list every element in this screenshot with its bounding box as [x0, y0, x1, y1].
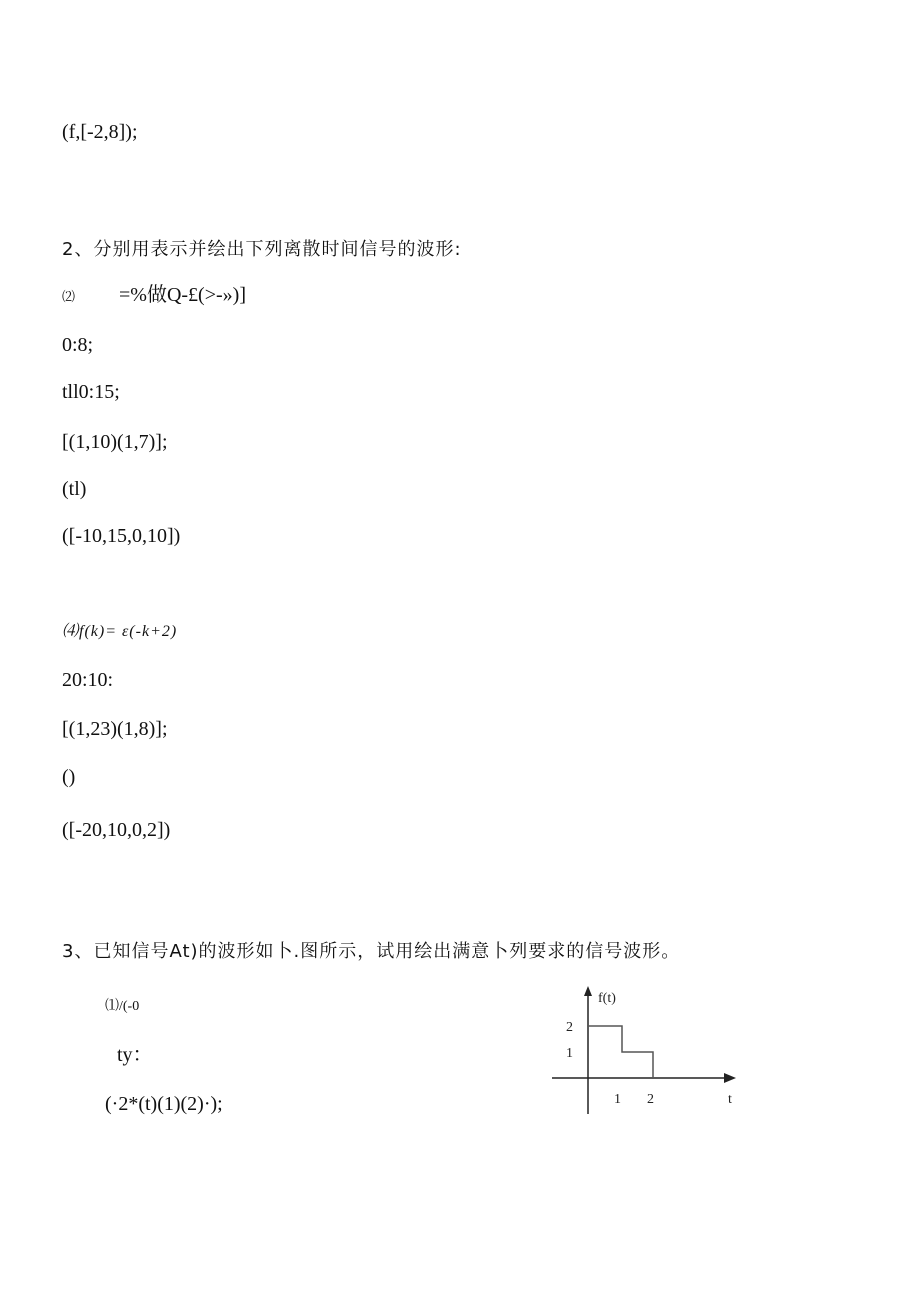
code-line-17: (·2*(t)(1)(2)·);	[105, 1093, 223, 1115]
y-tick-2: 2	[566, 1020, 573, 1035]
code-line-6: [(1,10)(1,7)];	[62, 431, 168, 453]
y-axis-arrow-icon	[584, 986, 592, 996]
code-line-12: ()	[62, 766, 76, 788]
code-line-1: (f,[-2,8]);	[62, 121, 138, 143]
signal-waveform	[588, 1026, 653, 1078]
code-line-5: tll0:15;	[62, 381, 120, 403]
sub-item-1: ⑴/(-0	[105, 999, 140, 1014]
x-tick-2: 2	[647, 1092, 654, 1107]
formula-item-2	[62, 283, 246, 309]
code-line-7: (tl)	[62, 478, 87, 500]
code-line-8: ([-10,15,0,10])	[62, 525, 181, 547]
question-2-heading: 2、分别用表示并绘出下列离散时间信号的波形:	[62, 239, 462, 260]
code-line-16: ty：	[117, 1044, 153, 1066]
y-tick-1: 1	[566, 1046, 573, 1061]
code-line-11: [(1,23)(1,8)];	[62, 718, 168, 740]
code-line-13: ([-20,10,0,2])	[62, 819, 171, 841]
formula-expression: =%做Q-£(>-»)]	[119, 284, 246, 306]
question-3-heading: 3、已知信号At)的波形如卜.图所示，试用绘出满意卜列要求的信号波形。	[62, 941, 681, 962]
code-line-10: 20:10:	[62, 669, 114, 691]
item-number: ⑵	[62, 289, 76, 304]
x-axis-arrow-icon	[724, 1073, 736, 1083]
waveform-figure	[546, 982, 746, 1122]
x-axis-label: t	[728, 1092, 732, 1107]
formula-item-4: ⑷f(k)= ε(-k+2)	[62, 623, 178, 640]
x-tick-1: 1	[614, 1092, 621, 1107]
code-line-4: 0:8;	[62, 334, 94, 356]
y-axis-label: f(t)	[598, 991, 616, 1006]
